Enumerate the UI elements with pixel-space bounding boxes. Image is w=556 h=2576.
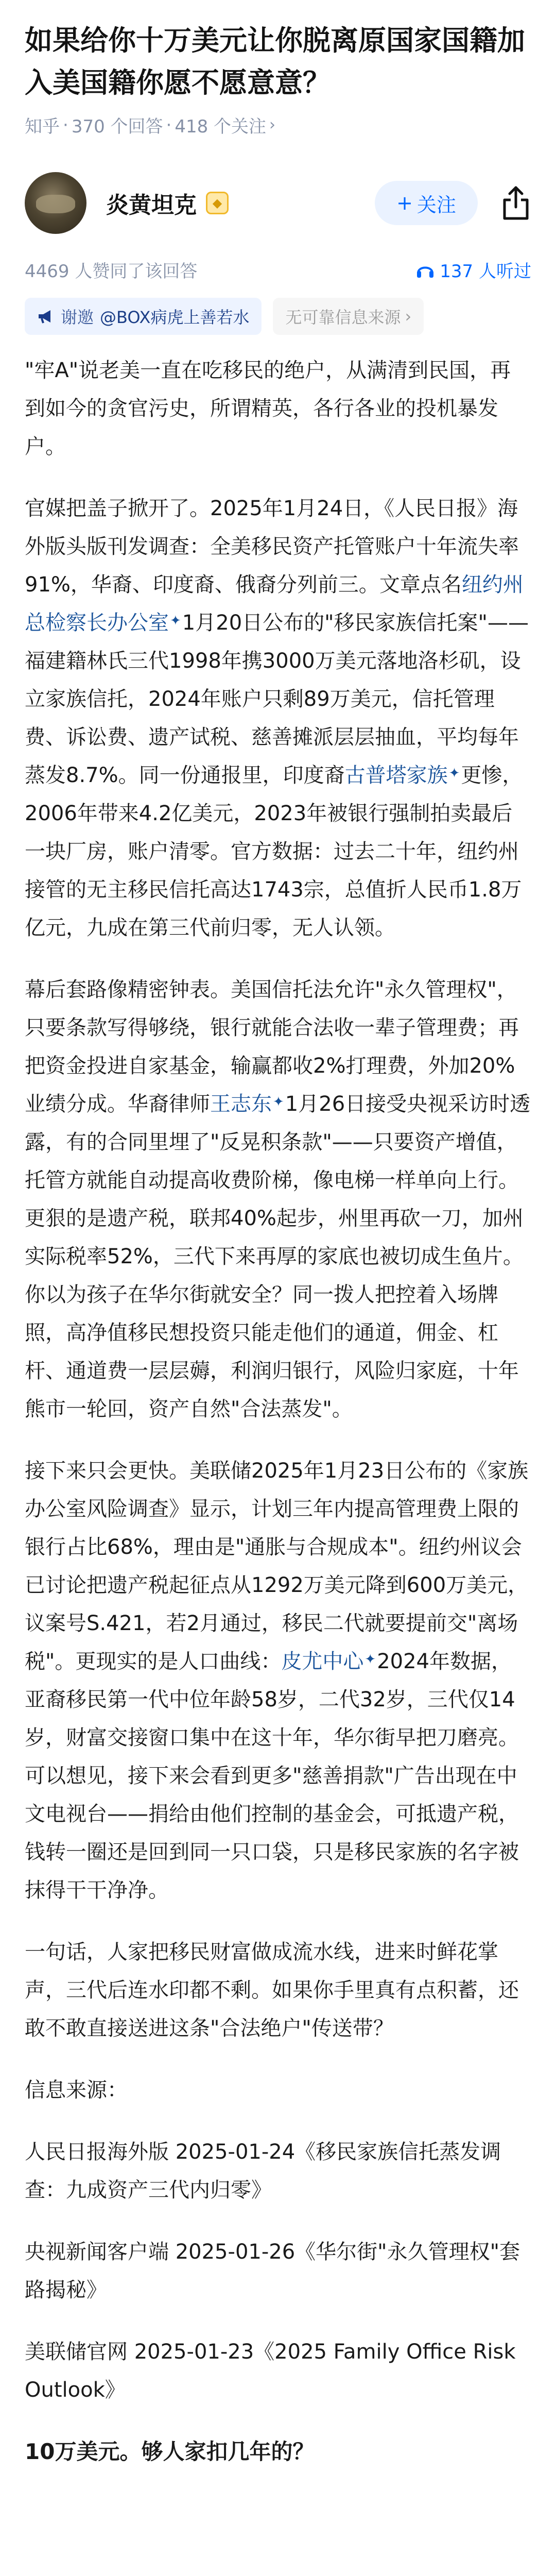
closing-line: 10万美元。够人家扣几年的？ (25, 2439, 315, 2464)
answer-chips (0, 298, 556, 335)
question-title[interactable]: 如果给你十万美元让你脱离原国家国籍加入美国籍你愿不愿意意？ (25, 24, 525, 99)
sources-title: 信息来源： (25, 2078, 128, 2102)
link-lawyer[interactable]: 王志东 (210, 1092, 272, 1116)
invite-thanks: 谢邀 (61, 308, 94, 327)
paragraph: 接下来只会更快。美联储2025年1月23日公布的《家族办公室风险调查》显示，计划三年内提高管理费上限的银行占比68%，理由是"通胀与合规成本"。纽约州议会已讨论把遗产税起征点从1292万美元降到600万美元，议案号S.421，若2月通过，移民二代就要提前交"离场税"。更现实的是人口曲线：皮尤中心✦2024年数据，亚裔移民第一代中位年龄58岁，二代32岁，三代仅14岁，财富交接窗口集中在这十年，华尔街早把刀磨亮。可以想见，接下来会看到更多"慈善捐款"广告出现在中文电视台——捐给由他们控制的基金会，可抵遗产税，钱转一圈还是回到同一只口袋，只是移民家族的名字被抹得干干净净。 (25, 1459, 529, 1902)
link-plus-icon: ✦ (170, 613, 181, 629)
chevron-right-icon: › (269, 116, 276, 134)
question-header (0, 0, 556, 138)
follow-label: 关注 (416, 193, 456, 216)
answer-content (0, 335, 556, 2471)
meta-source: 知乎 (25, 116, 60, 137)
paragraph: 一句话，人家把移民财富做成流水线，进来时鲜花掌声，三代后连水印都不剩。如果你手里真有点积蓄，还敢不敢直接送进这条"合法绝户"传送带？ (25, 1940, 519, 2040)
meta-followers: 418 个关注 (175, 116, 267, 137)
source-item: 央视新闻客户端 2025-01-26《华尔街"永久管理权"套路揭秘》 (25, 2240, 520, 2302)
source-item: 人民日报海外版 2025-01-24《移民家族信托蒸发调查：九成资产三代内归零》 (25, 2140, 501, 2202)
listen-count: 137 人听过 (440, 261, 531, 282)
plus-icon: + (396, 192, 413, 214)
creator-badge-icon: ◆ (206, 192, 229, 214)
source-item: 美联储官网 2025-01-23《2025 Family Office Risk Outlook》 (25, 2340, 516, 2402)
link-pew-center[interactable]: 皮尤中心 (281, 1650, 364, 1673)
agree-count: 4469 人赞同了该回答 (25, 261, 198, 282)
link-plus-icon: ✦ (273, 1094, 284, 1110)
no-source-chip[interactable] (273, 298, 424, 335)
question-meta[interactable]: 知乎 · 370 个回答 · 418 个关注 › (25, 112, 531, 138)
author-name[interactable]: 炎黄坦克 (106, 192, 197, 218)
chevron-right-icon: › (405, 307, 412, 326)
author-row (0, 170, 556, 236)
share-icon[interactable] (500, 184, 531, 222)
meta-answers: 370 个回答 (71, 116, 163, 137)
link-plus-icon: ✦ (364, 1652, 376, 1667)
invite-user[interactable]: @BOX病虎上善若水 (100, 308, 250, 327)
headphones-icon (416, 262, 435, 278)
listen-button[interactable] (416, 257, 531, 282)
link-gupta-family[interactable]: 古普塔家族 (344, 764, 448, 787)
paragraph: 官媒把盖子掀开了。2025年1月24日，《人民日报》海外版头版刊发调查：全美移民资产托管账户十年流失率91%，华裔、印度裔、俄裔分列前三。文章点名纽约州总检察长办公室✦1月20日公布的"移民家族信托案"——福建籍林氏三代1998年携3000万美元落地洛杉矶，设立家族信托，2024年账户只剩89万美元，信托管理费、诉讼费、遗产试税、慈善摊派层层抽血，平均每年蒸发8.7%。同一份通报里，印度裔古普塔家族✦更惨，2006年带来4.2亿美元，2023年被银行强制拍卖最后一块厂房，账户清零。官方数据：过去二十年，纽约州接管的无主移民信托高达1743宗，总值折人民币1.8万亿元，九成在第三代前归零，无人认领。 (25, 497, 529, 940)
link-plus-icon: ✦ (448, 766, 460, 781)
paragraph: "牢A"说老美一直在吃移民的绝户，从满清到民国，再到如今的贪官污史，所谓精英，各行各业的投机暴发户。 (25, 359, 511, 459)
invite-chip[interactable] (25, 298, 262, 335)
link-ny-attorney[interactable]: 纽约州总检察长办公室 (25, 573, 524, 635)
no-source-label: 无可靠信息来源 (285, 308, 401, 327)
megaphone-icon (37, 309, 55, 324)
avatar[interactable] (25, 172, 86, 234)
follow-button[interactable] (375, 181, 478, 225)
answer-stats (0, 257, 556, 282)
paragraph: 幕后套路像精密钟表。美国信托法允许"永久管理权"，只要条款写得够绕，银行就能合法收一辈子管理费；再把资金投进自家基金，输赢都收2%打理费，外加20%业绩分成。华裔律师王志东✦1月26日接受央视采访时透露，有的合同里埋了"反晃积条款"——只要资产增值，托管方就能自动提高收费阶梯，像电梯一样单向上行。更狠的是遗产税，联邦40%起步，州里再砍一刀，加州实际税率52%，三代下来再厚的家底也被切成生鱼片。你以为孩子在华尔街就安全？同一拨人把控着入场牌照，高净值移民想投资只能走他们的通道，佣金、杠杆、通道费一层层薅，利润归银行，风险归家庭，十年熊市一轮回，资产自然"合法蒸发"。 (25, 978, 531, 1421)
